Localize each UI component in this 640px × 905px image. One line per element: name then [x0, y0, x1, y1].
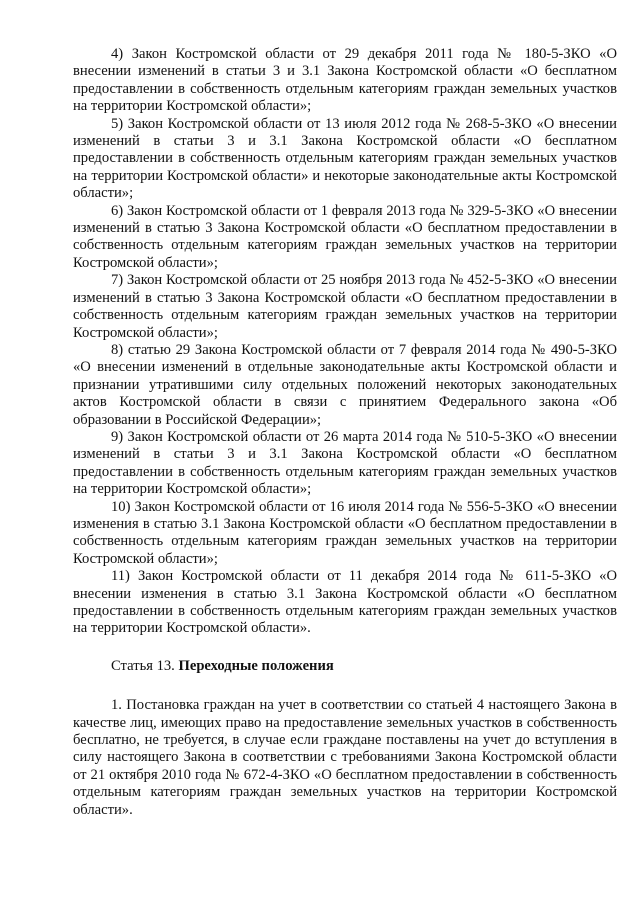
article-heading [73, 658, 617, 675]
list-item-4: 4) Закон Костромской области от 29 декабря 2011 года № 180-5-ЗКО «О внесении изменений в статьи 3 и 3.1 Закона Костромской области «О бесплатном предоставлении в собственность отдельным категориям граждан земельных участков на территории Костромской области»; [73, 46, 617, 115]
list-item-10: 10) Закон Костромской области от 16 июля 2014 года № 556-5-ЗКО «О внесении изменения в статью 3.1 Закона Костромской области «О бесплатном предоставлении в собственность отдельным категориям граждан земельных участков на территории Костромской области»; [73, 498, 617, 567]
list-item-5: 5) Закон Костромской области от 13 июля 2012 года № 268-5-ЗКО «О внесении изменений в статьи 3 и 3.1 Закона Костромской области «О бесплатном предоставлении в собственность отдельным категориям граждан земельных участков на территории Костромской области» и некоторые законодательные акты Костромской области»; [73, 115, 617, 202]
transitional-paragraph-1: 1. Постановка граждан на учет в соответствии со статьей 4 настоящего Закона в качестве лиц, имеющих право на предоставление земельных участков в собственность бесплатно, не требуется, в случае если граждане поставлены на учет до вступления в силу настоящего Закона в соответствии с требованиями Закона Костромской области от 21 октября 2010 года № 672-4-ЗКО «О бесплатном предоставлении в собственность отдельным категориям граждан земельных участков на территории Костромской области». [73, 697, 617, 818]
list-item-7: 7) Закон Костромской области от 25 ноября 2013 года № 452-5-ЗКО «О внесении изменений в статью 3 Закона Костромской области «О бесплатном предоставлении в собственность отдельным категориям граждан земельных участков на территории Костромской области»; [73, 272, 617, 341]
list-item-8: 8) статью 29 Закона Костромской области от 7 февраля 2014 года № 490-5-ЗКО «О внесении изменений в отдельные законодательные акты Костромской области и признании утратившими силу отдельных положений некоторых законодательных актов Костромской области в связи с принятием Федерального закона «Об образовании в Российской Федерации»; [73, 341, 617, 428]
list-item-11: 11) Закон Костромской области от 11 декабря 2014 года № 611-5-ЗКО «О внесении изменения в статью 3.1 Закона Костромской области «О бесплатном предоставлении в собственность отдельным категориям граждан земельных участков на территории Костромской области». [73, 568, 617, 637]
article-number: Статья 13. [111, 657, 179, 674]
list-item-6: 6) Закон Костромской области от 1 февраля 2013 года № 329-5-ЗКО «О внесении изменений в статью 3 Закона Костромской области «О бесплатном предоставлении в собственность отдельным категориям граждан земельных участков на территории Костромской области»; [73, 202, 617, 271]
article-title: Переходные положения [178, 657, 334, 674]
list-item-9: 9) Закон Костромской области от 26 марта 2014 года № 510-5-ЗКО «О внесении изменений в статьи 3 и 3.1 Закона Костромской области «О бесплатном предоставлении в собственность отдельным категориям граждан земельных участков на территории Костромской области»; [73, 428, 617, 498]
document-body [73, 46, 617, 819]
